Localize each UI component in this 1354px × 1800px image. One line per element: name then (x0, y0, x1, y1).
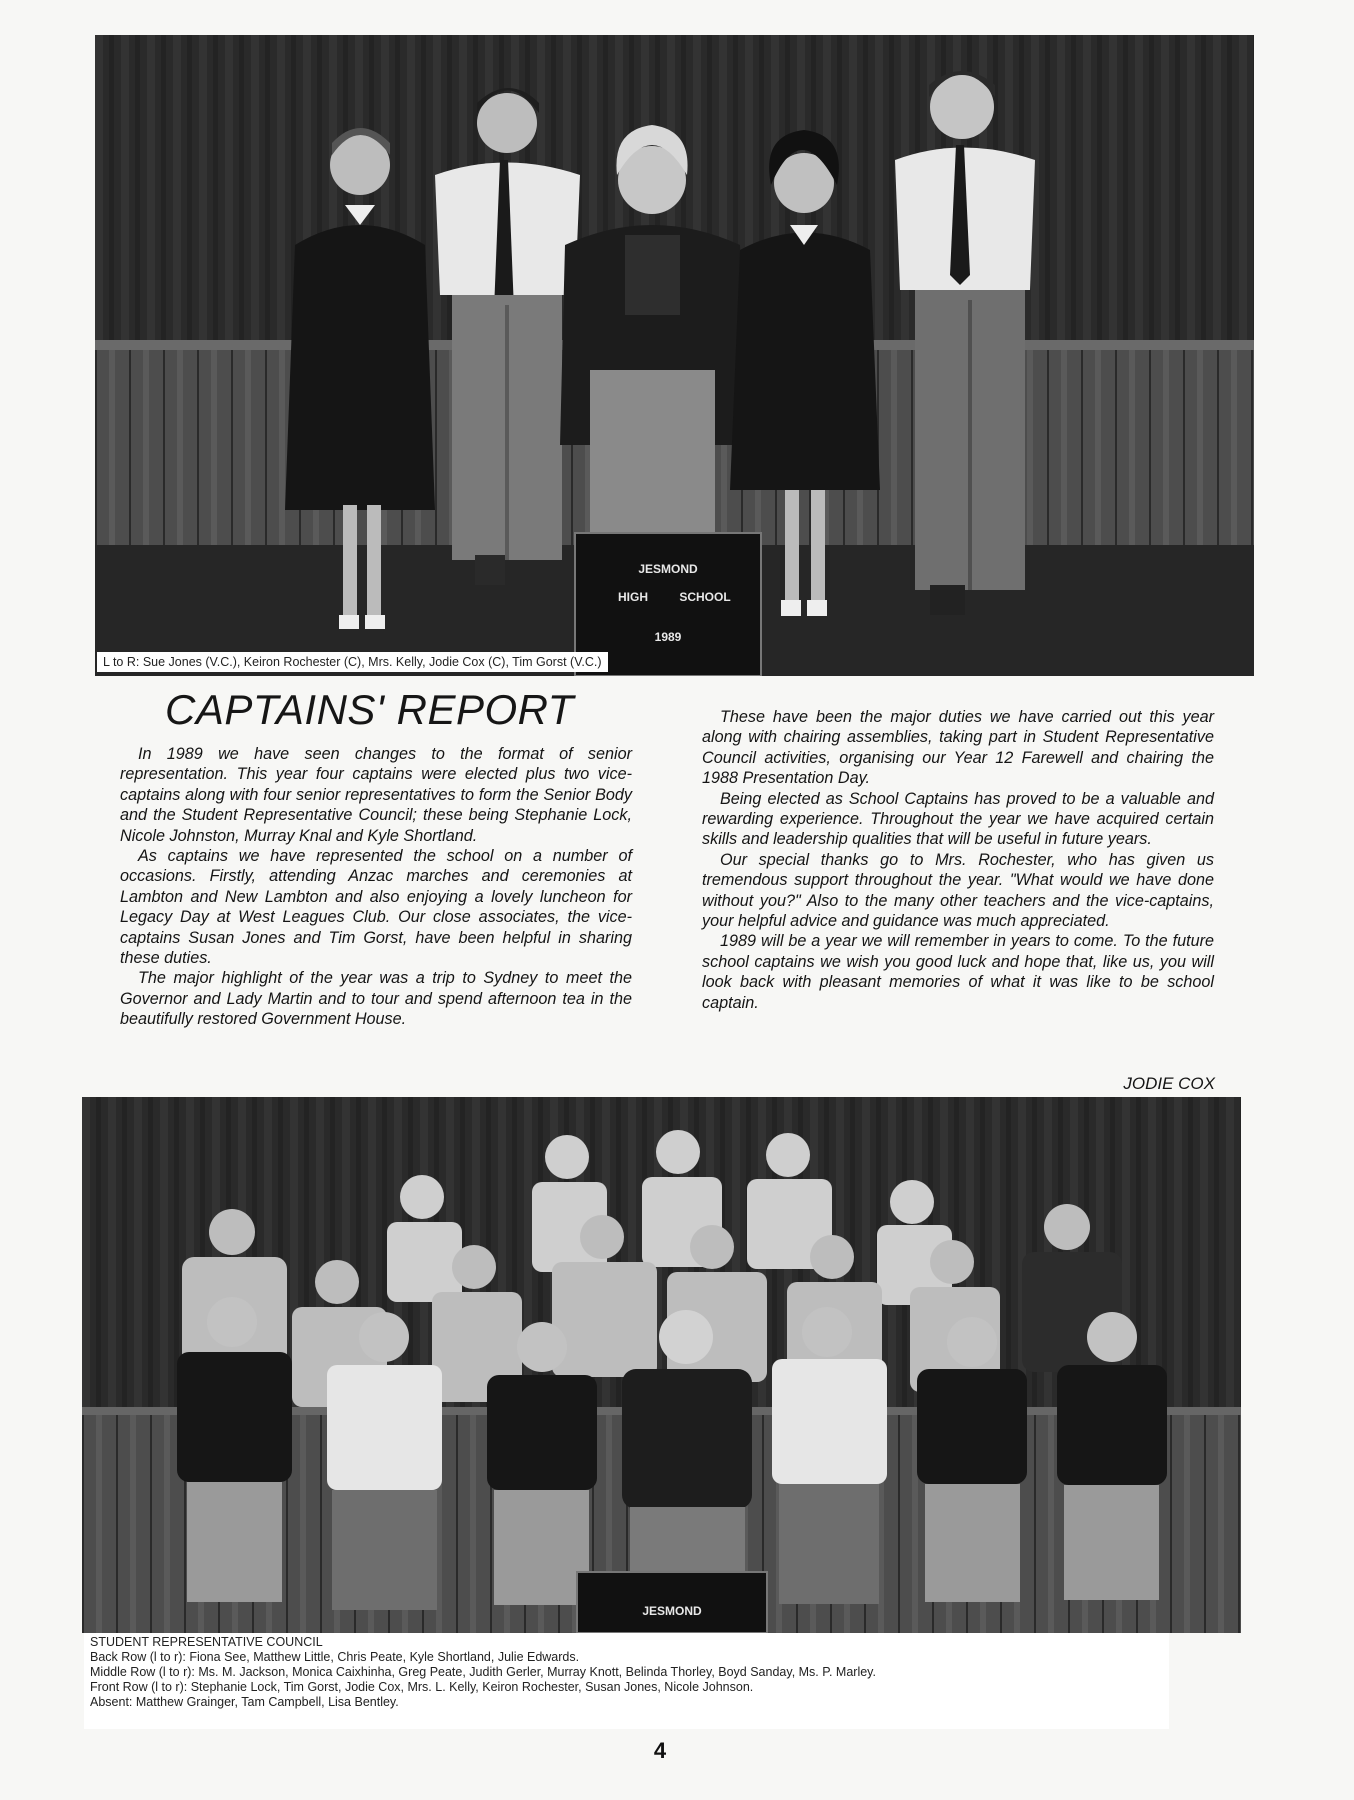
article-signature: JODIE COX (1123, 1074, 1215, 1093)
caption-line: Front Row (l to r): Stephanie Lock, Tim Gorst, Jodie Cox, Mrs. L. Kelly, Keiron Rochester, Susan Jones, Nicole Johnson. (90, 1680, 754, 1694)
plaque-line-3: 1989 (654, 630, 682, 644)
article-paragraph: Being elected as School Captains has proved to be a valuable and rewarding experience. Throughout the year we have acquired certain skills and leadership qualities that will be useful in future years. (702, 789, 1214, 849)
article-left-column (120, 744, 632, 1030)
src-plaque-text: JESMOND (642, 1604, 702, 1618)
article-paragraph: As captains we have represented the school on a number of occasions. Firstly, attending Anzac marches and ceremonies at Lambton and New Lambton and also enjoying a lovely luncheon for Legacy Day at West Leagues Club. Our close associates, the vice-captains Susan Jones and Tim Gorst, have been helpful in sharing these duties. (120, 847, 632, 968)
article-paragraph: Our special thanks go to Mrs. Rochester, who has given us tremendous support throughout the year. "What would we have done without you?" Also to the many other teachers and the vice-captains, your helpful advice and guidance was much appreciated. (702, 850, 1214, 931)
caption-line: Middle Row (l to r): Ms. M. Jackson, Monica Caixhinha, Greg Peate, Judith Gerler, Murray Knott, Belinda Thorley, Boyd Sanday, Ms. P. Marley. (90, 1665, 876, 1679)
caption-line: Back Row (l to r): Fiona See, Matthew Little, Chris Peate, Kyle Shortland, Julie Edwards. (90, 1650, 580, 1664)
plaque-line-2b: SCHOOL (679, 590, 731, 604)
captains-photo-caption: L to R: Sue Jones (V.C.), Keiron Rochester (C), Mrs. Kelly, Jodie Cox (C), Tim Gorst (V.C.) (97, 652, 608, 672)
article-title: CAPTAINS' REPORT (165, 686, 574, 733)
article-paragraph: These have been the major duties we have carried out this year along with chairing assemblies, taking part in Student Representative Council activities, organising our Year 12 Farewell and chairing the 1988 Presentation Day. (702, 708, 1214, 788)
plaque-line-2a: HIGH (618, 590, 648, 604)
plaque-line-1: JESMOND (638, 562, 698, 576)
src-group-photo-image (82, 1097, 1241, 1633)
captains-photo (95, 35, 1254, 676)
article-right-column (702, 707, 1214, 1013)
caption-line: STUDENT REPRESENTATIVE COUNCIL (90, 1635, 323, 1649)
caption-line: Absent: Matthew Grainger, Tam Campbell, Lisa Bentley. (90, 1695, 399, 1709)
captains-photo-image (95, 35, 1254, 676)
src-group-photo-caption (84, 1633, 1169, 1729)
page-number: 4 (653, 1738, 667, 1763)
article-paragraph: 1989 will be a year we will remember in years to come. To the future school captains we wish you good luck and hope that, like us, you will look back with pleasant memories of what it was like to be school captain. (702, 932, 1214, 1012)
article-paragraph: In 1989 we have seen changes to the format of senior representation. This year four captains were elected plus two vice-captains along with four senior representatives to form the Senior Body and the Student Representative Council; these being Stephanie Lock, Nicole Johnston, Murray Knal and Kyle Shortland. (120, 745, 632, 845)
src-group-photo (82, 1097, 1241, 1633)
article-paragraph: The major highlight of the year was a trip to Sydney to meet the Governor and Lady Martin and to tour and spend afternoon tea in the beautifully restored Government House. (120, 969, 632, 1029)
